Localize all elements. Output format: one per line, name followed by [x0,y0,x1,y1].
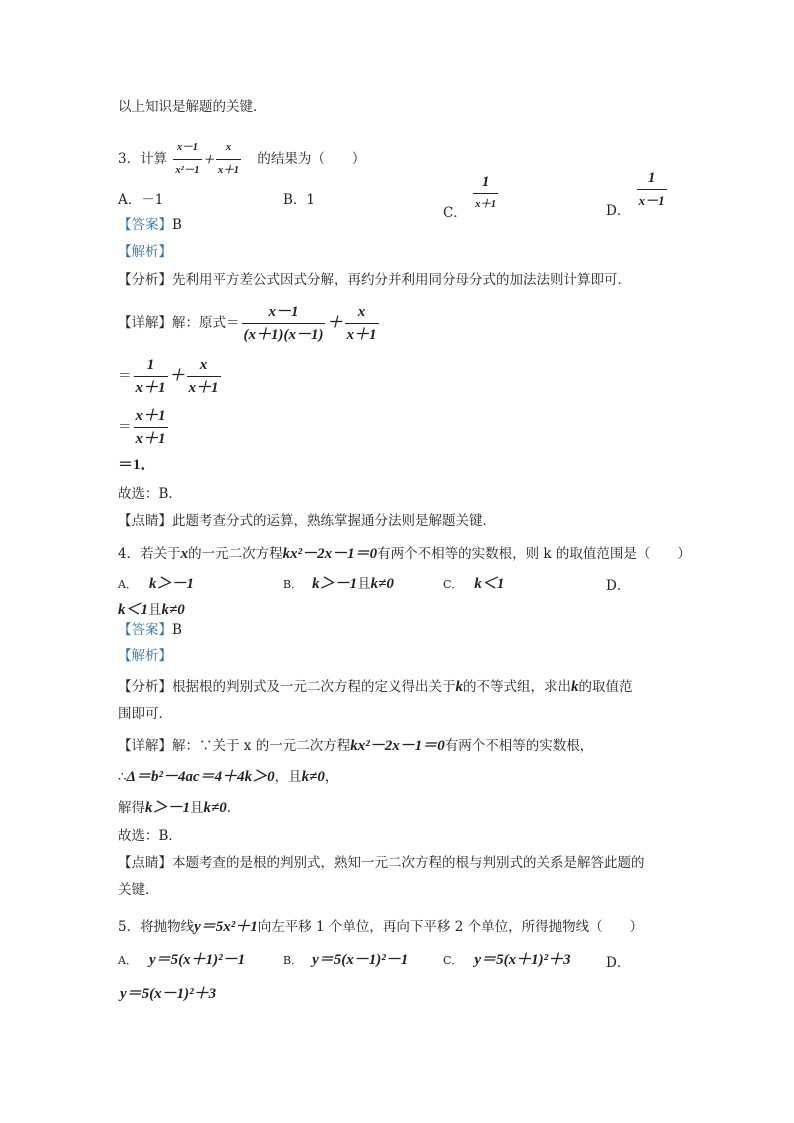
solution-line [118,798,240,818]
q4-text: 有两个不相等的实数根，则 k 的取值范围是（ ） [377,546,691,562]
option-label: C． [443,578,463,591]
numerator: x [225,142,232,153]
option-math: y＝5(x＋1)²－1 [148,952,246,968]
option-c [443,172,500,223]
equation: k≠0 [203,800,227,816]
denominator: x＋1 [134,427,168,449]
denominator: x＋1 [473,193,498,215]
option-d-content [120,984,216,1004]
numerator: 1 [146,357,155,373]
fraction [187,355,221,398]
numerator: x＋1 [135,408,166,424]
option-label: C． [443,954,463,967]
numerator: x－1 [268,304,299,320]
analysis-text: 围即可． [118,706,172,722]
answer-line [118,620,182,640]
question-3 [118,138,365,181]
equation: Δ＝b²－4ac＝4＋4k＞0 [126,769,275,785]
equation: kx²－2x－1＝0 [350,738,445,754]
plus-sign: ＋ [327,315,343,331]
fraction [242,302,326,345]
equals: ＝ [118,419,132,435]
denominator: x＋1 [134,376,168,398]
question-5 [118,917,643,937]
answer-value: B [172,622,182,638]
equation: kx²－2x－1＝0 [282,546,378,562]
var-k: k [571,679,579,695]
qie: 且 [190,800,204,816]
analysis-label: 【解析】 [118,244,172,260]
answer-label: 【答案】 [118,622,172,638]
option-a [118,950,245,971]
numerator: x－1 [176,142,198,153]
qie: 且 [288,769,302,785]
numerator: x [357,304,366,320]
q4-text: 的一元二次方程 [188,546,283,562]
comma: ， [274,769,289,785]
analysis-part: 【分析】根据根的判别式及一元二次方程的定义得出关于 [118,679,456,695]
choose-line: 故选：B． [118,486,182,502]
answer-value: B [172,217,182,233]
option-b: B．1 [283,192,316,208]
fraction [637,168,667,211]
equals: ＝ [118,368,132,384]
q5-text: 向左平移 1 个单位，再向下平移 2 个单位，所得抛物线（ ） [257,919,644,935]
equation: k＞－1 [145,800,191,816]
equation: y＝5x²＋1 [194,919,258,935]
option-label: A． [118,954,137,967]
option-d-content [118,600,185,620]
var-x: x [180,546,189,562]
denominator: x－1 [637,189,667,211]
solution-part: 解得 [118,800,145,816]
denominator: x²－1 [173,159,201,181]
q3-prefix: 3．计算 [118,151,168,167]
detail-line [118,302,381,345]
question-4 [118,544,691,564]
numerator: 1 [647,170,656,186]
note-line: 【点睛】此题考查分式的运算，熟练掌握通分法则是解题关键． [118,513,496,529]
option-b [283,574,394,595]
option-math: y＝5(x－1)²＋3 [120,986,217,1002]
final-line: ＝1． [118,457,156,473]
fraction [173,138,201,181]
option-label: B． [283,578,303,591]
qie: 且 [148,602,162,618]
denominator: (x＋1)(x－1) [242,323,326,345]
analysis-text: 【分析】先利用平方差公式因式分解，再约分并利用同分母分式的加法法则计算即可． [118,272,631,288]
note-line: 关键． [118,882,159,898]
analysis-label: 【解析】 [118,648,172,664]
option-d [606,168,669,221]
denominator: x＋1 [216,159,241,181]
option-c [443,574,504,595]
option-d: D． [606,955,631,971]
choose-line: 故选：B． [118,828,182,844]
option-math: y＝5(x＋1)²＋3 [474,952,571,968]
fraction [134,406,168,449]
equation: k≠0 [301,769,325,785]
therefore: ∴ [118,769,127,785]
option-c [443,950,571,971]
note-line: 【点睛】本题考查的是根的判别式，熟知一元二次方程的根与判别式的关系是解答此题的 [118,855,645,871]
option-d: D． [606,578,631,594]
fraction [473,172,498,215]
fraction [216,138,241,181]
option-a: A．－1 [118,192,164,208]
denominator: x＋1 [345,323,379,345]
analysis-part: 的取值范 [578,679,633,695]
answer-line [118,215,182,235]
option-math: k≠0 [370,576,394,592]
numerator: 1 [481,174,490,190]
option-b [283,950,408,971]
q3-suffix: 的结果为（ ） [257,151,366,167]
option-math: k＞－1 [312,576,358,592]
step-line [118,406,170,449]
option-label: B． [283,954,303,967]
delta-line [118,767,338,787]
text-line: 以上知识是解题的关键． [118,99,267,115]
fraction [345,302,379,345]
fraction [134,355,168,398]
comma: ， [324,769,339,785]
step-line [118,355,223,398]
plus-sign: ＋ [203,155,215,166]
denominator: x＋1 [187,376,221,398]
option-math: k＜1 [474,576,505,592]
option-a [118,574,194,595]
detail-line [118,736,593,756]
plus-sign: ＋ [169,368,185,384]
option-label: C． [443,205,467,221]
detail-part: 有两个不相等的实数根， [444,738,594,754]
detail-part: 【详解】解：∵关于 x 的一元二次方程 [118,738,351,754]
q4-text: 4．若关于 [118,546,181,562]
option-math: k＞－1 [148,576,194,592]
qie: 且 [357,576,371,592]
analysis-part: 的不等式组，求出 [463,679,571,695]
analysis-text [118,677,633,697]
detail-prefix: 【详解】解：原式＝ [118,315,240,331]
numerator: x [199,357,208,373]
var-k: k [455,679,463,695]
option-math: y＝5(x－1)²－1 [312,952,409,968]
option-label: D． [606,203,631,219]
period: ． [226,800,241,816]
option-label: A． [118,578,137,591]
q5-text: 5．将抛物线 [118,919,195,935]
option-math: k＜1 [118,602,149,618]
answer-label: 【答案】 [118,217,172,233]
option-math: k≠0 [161,602,185,618]
